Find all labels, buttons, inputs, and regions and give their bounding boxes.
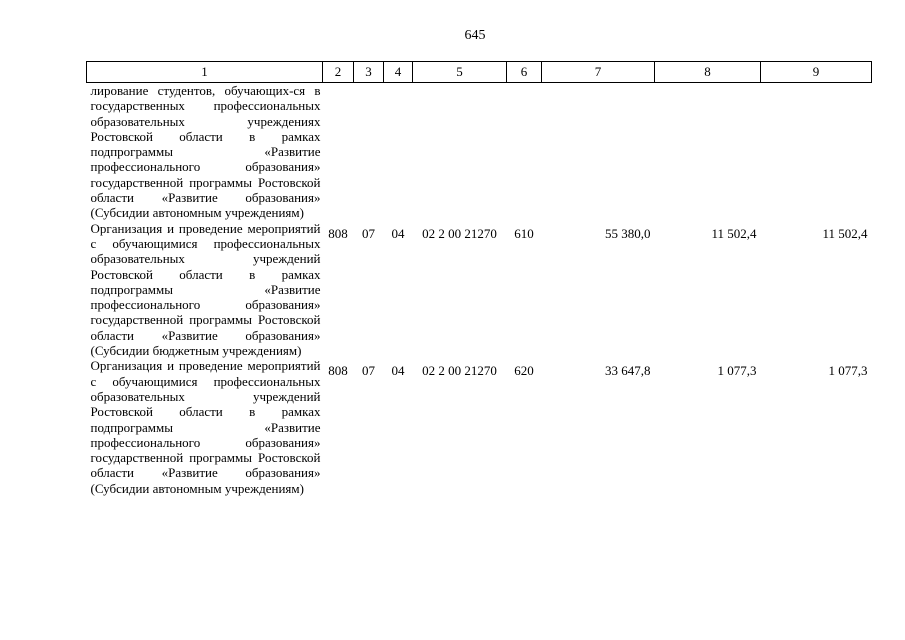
expense-type-code (507, 83, 542, 221)
column-header: 1 (87, 62, 323, 83)
ministry-code: 808 (328, 225, 348, 241)
section-code (354, 83, 384, 221)
column-header: 7 (542, 62, 655, 83)
expense-type-code: 620 (514, 363, 534, 379)
row-description: лирование студентов, обучающих-ся в государственных профессиональных образовательных учреждениях Ростовской области в рамках подпрограммы «Развитие профессионального образования» государственной программы Ростовской области «Развитие образования» (Субсидии автономным учреждениям) (90, 83, 321, 221)
section-code: 07 (362, 225, 375, 241)
expense-type-code: 610 (514, 225, 534, 241)
amount-1 (542, 83, 655, 221)
target-article-code: 02 2 00 21270 (422, 225, 497, 241)
subsection-code (384, 83, 413, 221)
column-header: 8 (655, 62, 761, 83)
ministry-code (323, 83, 354, 221)
amount-3: 11 502,4 (822, 225, 868, 241)
table-row (87, 221, 872, 359)
amount-2: 1 077,3 (717, 363, 757, 379)
table-row (87, 83, 872, 221)
ministry-code: 808 (328, 363, 348, 379)
amount-1: 55 380,0 (605, 225, 651, 241)
section-code: 07 (362, 363, 375, 379)
row-description: Организация и проведение мероприятий с обучающимися профессиональных образовательных учреждений Ростовской области в рамках подпрограммы «Развитие профессионального образования» государственной программы Ростовской области «Развитие образования» (Субсидии автономным учреждениям) (90, 358, 321, 496)
column-header: 9 (761, 62, 872, 83)
budget-table (86, 61, 872, 496)
column-header: 6 (507, 62, 542, 83)
subsection-code: 04 (391, 225, 405, 241)
amount-2: 11 502,4 (711, 225, 757, 241)
target-article-code (413, 83, 507, 221)
page-number: 645 (464, 28, 486, 43)
column-header: 5 (413, 62, 507, 83)
column-header: 4 (384, 62, 413, 83)
amount-3: 1 077,3 (828, 363, 868, 379)
subsection-code: 04 (391, 363, 405, 379)
amount-3 (761, 83, 872, 221)
amount-2 (655, 83, 761, 221)
target-article-code: 02 2 00 21270 (422, 363, 497, 379)
row-description: Организация и проведение мероприятий с обучающимися профессиональных образовательных учреждений Ростовской области в рамках подпрограммы «Развитие профессионального образования» государственной программы Ростовской области «Развитие образования» (Субсидии бюджетным учреждениям) (90, 220, 321, 359)
table-header-row (87, 62, 872, 83)
amount-1: 33 647,8 (605, 363, 651, 379)
table-row (87, 358, 872, 496)
column-header: 3 (354, 62, 384, 83)
column-header: 2 (323, 62, 354, 83)
